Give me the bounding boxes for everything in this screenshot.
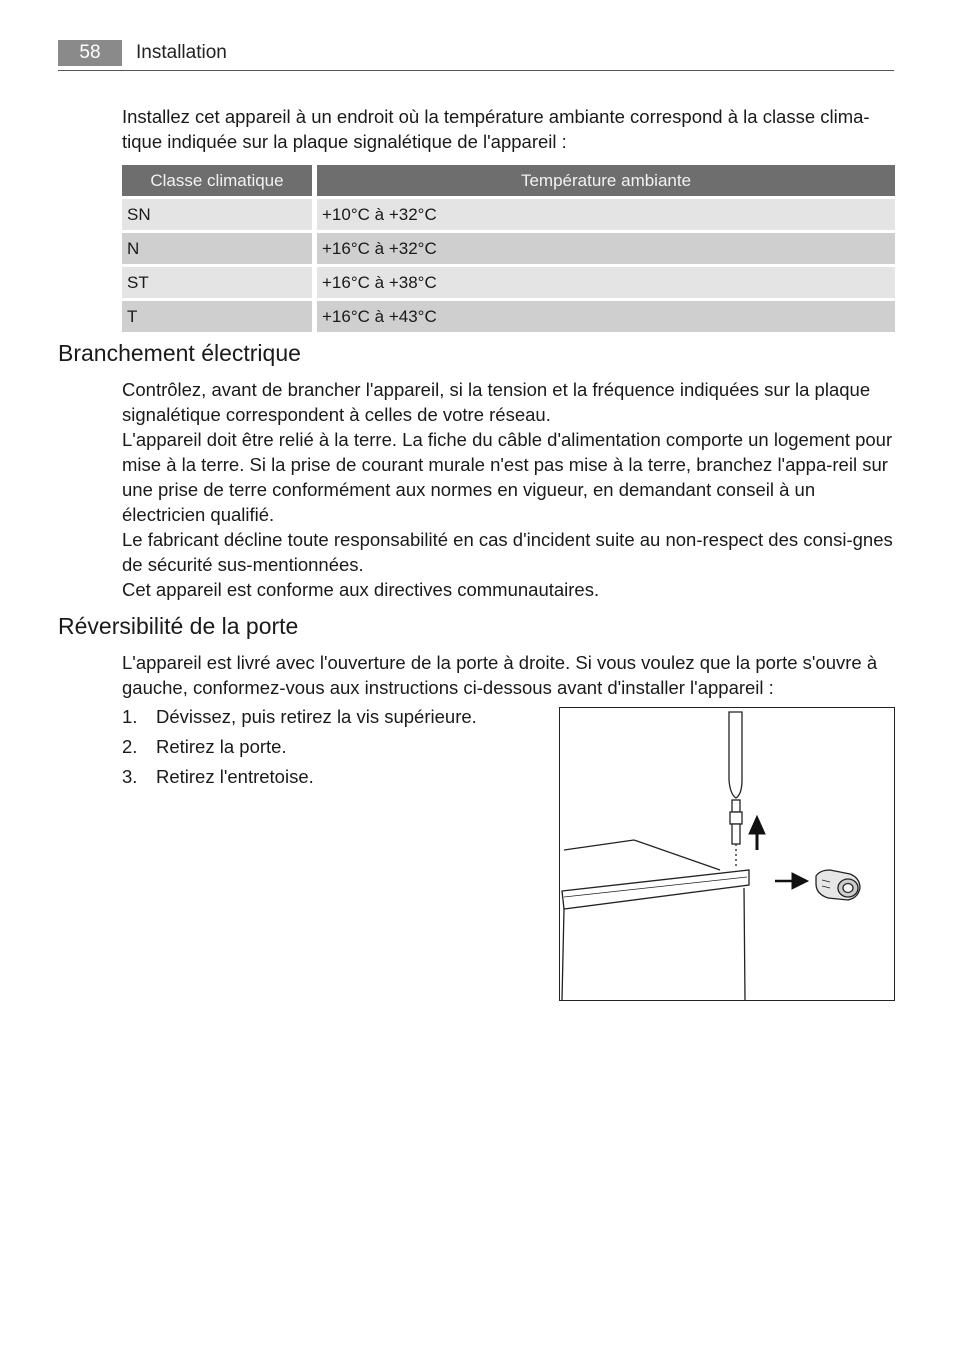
page-header: [58, 40, 894, 70]
step-text: Retirez la porte.: [156, 736, 287, 757]
table-row: [122, 301, 895, 332]
column-header-temperature: Température ambiante: [317, 165, 895, 196]
step-number: 1.: [122, 706, 138, 727]
header-divider: [58, 70, 894, 71]
door-removal-illustration: [559, 707, 895, 1001]
list-item: [122, 764, 522, 794]
electrical-paragraph-3: Le fabricant décline toute responsabilité en cas d'incident suite au non-respect des consi-gnes de sécurité sus-mentionnées.: [122, 529, 893, 575]
illustration-svg: [560, 708, 894, 1000]
table-row: [122, 233, 895, 264]
up-arrow-icon: [749, 816, 765, 850]
intro-paragraph: [122, 104, 896, 154]
list-item: [122, 734, 522, 764]
appliance-door: [562, 840, 749, 1000]
list-item: [122, 704, 522, 734]
step-text: Retirez l'entretoise.: [156, 766, 314, 787]
table-cell-class: SN: [122, 199, 312, 230]
column-header-class: Classe climatique: [122, 165, 312, 196]
electrical-paragraph-4: Cet appareil est conforme aux directives communautaires.: [122, 579, 600, 600]
heading-reversibility: Réversibilité de la porte: [58, 613, 299, 639]
climate-class-table: [122, 162, 895, 335]
screwdriver-icon: [729, 712, 742, 868]
spacer-part-icon: [816, 870, 860, 900]
table-row: [122, 267, 895, 298]
electrical-paragraph-2: L'appareil doit être relié à la terre. La fiche du câble d'alimentation comporte un logement pour mise à la terre. Si la prise de courant murale n'est pas mise à la terre, branchez l'appa-reil sur une prise de terre conformément aux normes en vigueur, en demandant conseil à un électricien qualifié.: [122, 429, 893, 525]
electrical-paragraph-1: Contrôlez, avant de brancher l'appareil, si la tension et la fréquence indiquées sur la plaque signalétique correspondent à celles de votre réseau.: [122, 379, 871, 425]
reversibility-intro: [122, 650, 896, 700]
table-cell-temperature: +16°C à +43°C: [317, 301, 895, 332]
page-number: 58: [58, 40, 122, 66]
reversibility-intro-text: L'appareil est livré avec l'ouverture de la porte à droite. Si vous voulez que la porte s'ouvre à gauche, conformez-vous aux instructions ci-dessous avant d'installer l'appareil :: [122, 652, 878, 698]
table-cell-class: N: [122, 233, 312, 264]
right-arrow-icon: [775, 873, 808, 889]
table-cell-class: ST: [122, 267, 312, 298]
table-cell-class: T: [122, 301, 312, 332]
table-header-row: [122, 165, 895, 196]
instruction-steps: [122, 704, 522, 794]
heading-electrical: Branchement électrique: [58, 340, 301, 366]
table-row: [122, 199, 895, 230]
step-number: 2.: [122, 736, 138, 757]
step-text: Dévissez, puis retirez la vis supérieure.: [156, 706, 477, 727]
electrical-section: [122, 377, 896, 602]
section-title: Installation: [136, 42, 227, 63]
table-cell-temperature: +16°C à +32°C: [317, 233, 895, 264]
step-number: 3.: [122, 766, 138, 787]
intro-text: Installez cet appareil à un endroit où la température ambiante correspond à la classe clima-tique indiquée sur la plaque signalétique de l'appareil :: [122, 106, 870, 152]
table-cell-temperature: +16°C à +38°C: [317, 267, 895, 298]
table-cell-temperature: +10°C à +32°C: [317, 199, 895, 230]
